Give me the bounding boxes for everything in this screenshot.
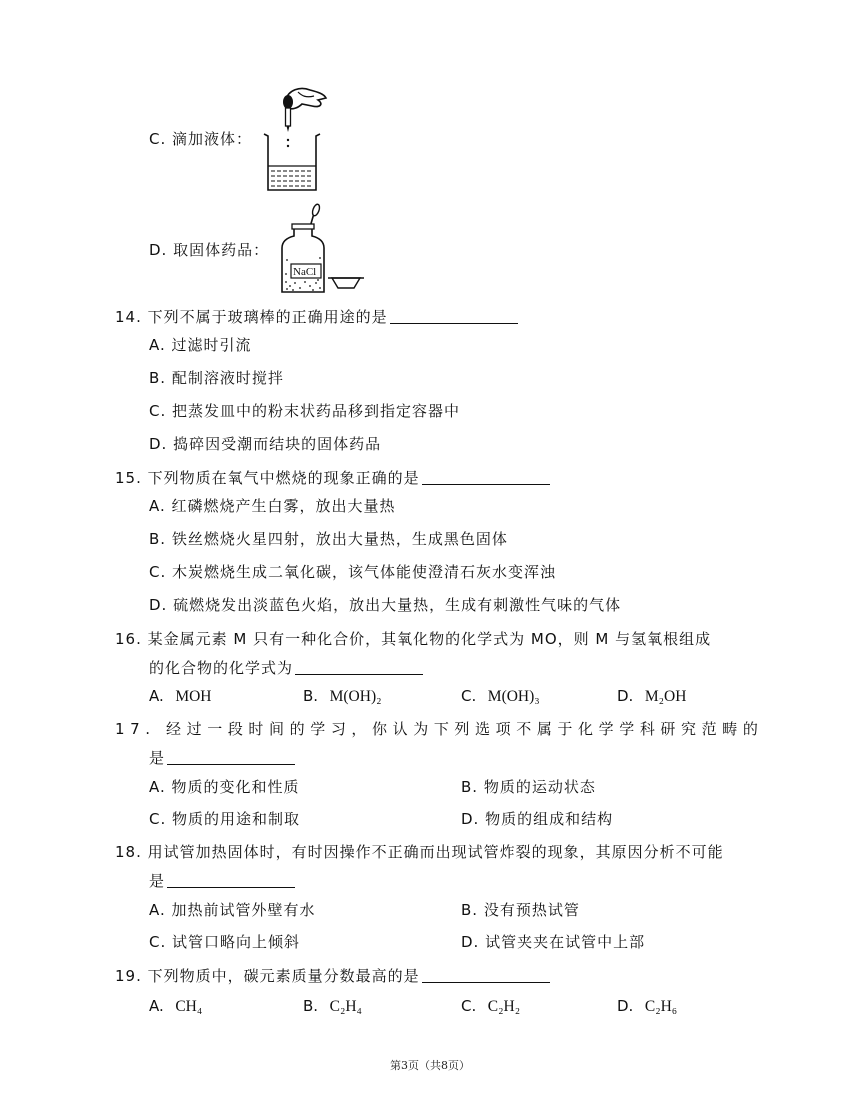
question-14-stem <box>115 307 518 327</box>
question-17-stem <box>115 719 763 739</box>
nacl-bottle-illustration <box>278 202 368 298</box>
question-number: 19. <box>115 967 142 985</box>
q16-option-c: C. M(OH)₃ <box>461 687 540 705</box>
q14-option-b: B. 配制溶液时搅拌 <box>149 369 284 387</box>
question-18-stem-cont <box>149 871 295 891</box>
question-text: 下列物质在氧气中燃烧的现象正确的是 <box>147 469 420 487</box>
q19-option-c: C. C₂H₂ <box>461 997 521 1015</box>
q19-option-a: A. CH₄ <box>149 997 203 1015</box>
q16-option-a: A. MOH <box>149 687 212 705</box>
question-16-stem <box>115 629 711 649</box>
q18-option-d: D. 试管夹夹在试管中上部 <box>461 933 646 951</box>
question-17-stem-cont <box>149 748 295 768</box>
q15-option-d: D. 硫燃烧发出淡蓝色火焰，放出大量热，生成有刺激性气味的气体 <box>149 596 622 614</box>
q17-option-c: C. 物质的用途和制取 <box>149 810 301 828</box>
q14-option-a: A. 过滤时引流 <box>149 336 252 354</box>
q17-option-d: D. 物质的组成和结构 <box>461 810 614 828</box>
question-text: 下列物质中，碳元素质量分数最高的是 <box>147 967 420 985</box>
question-15-stem <box>115 468 550 488</box>
q18-option-a: A. 加热前试管外壁有水 <box>149 901 316 919</box>
q14-option-c: C. 把蒸发皿中的粉末状药品移到指定容器中 <box>149 402 461 420</box>
q16-option-d: D. M₂OH <box>617 687 687 705</box>
q19-option-b: B. C₂H₄ <box>303 997 362 1015</box>
question-number: 14. <box>115 308 142 326</box>
answer-blank <box>167 871 295 888</box>
answer-blank <box>390 307 518 324</box>
q16-option-b: B. M(OH)₂ <box>303 687 382 705</box>
question-number: 15. <box>115 469 142 487</box>
q13-option-c: C. 滴加液体： <box>149 130 253 148</box>
question-16-stem-cont <box>149 658 423 678</box>
q15-option-a: A. 红磷燃烧产生白雾，放出大量热 <box>149 497 396 515</box>
q15-option-b: B. 铁丝燃烧火星四射，放出大量热，生成黑色固体 <box>149 530 508 548</box>
nacl-label: NaCl <box>293 266 317 278</box>
question-19-stem <box>115 966 550 986</box>
answer-blank <box>422 966 550 983</box>
q18-option-c: C. 试管口略向上倾斜 <box>149 933 301 951</box>
question-text: 经过一段时间的学习，你认为下列选项不属于化学学科研究范畴的 <box>166 720 764 738</box>
question-text: 是 <box>149 872 166 890</box>
dropper-beaker-illustration <box>258 82 330 194</box>
q13-option-d: D. 取固体药品： <box>149 241 270 259</box>
question-number: 17. <box>115 720 156 738</box>
question-text: 的化合物的化学式为 <box>149 659 294 677</box>
q18-option-b: B. 没有预热试管 <box>461 901 580 919</box>
q17-option-a: A. 物质的变化和性质 <box>149 778 300 796</box>
q17-option-b: B. 物质的运动状态 <box>461 778 596 796</box>
question-text: 某金属元素 M 只有一种化合价，其氧化物的化学式为 MO，则 M 与氢氧根组成 <box>147 630 712 648</box>
answer-blank <box>295 658 423 675</box>
question-text: 用试管加热固体时，有时因操作不正确而出现试管炸裂的现象，其原因分析不可能 <box>147 843 724 861</box>
q15-option-c: C. 木炭燃烧生成二氧化碳，该气体能使澄清石灰水变浑浊 <box>149 563 557 581</box>
q19-option-d: D. C₂H₆ <box>617 997 678 1015</box>
question-number: 16. <box>115 630 142 648</box>
answer-blank <box>167 748 295 765</box>
q14-option-d: D. 捣碎因受潮而结块的固体药品 <box>149 435 382 453</box>
question-18-stem <box>115 842 724 862</box>
question-text: 下列不属于玻璃棒的正确用途的是 <box>147 308 388 326</box>
page-footer: 第3页（共8页） <box>390 1059 470 1072</box>
answer-blank <box>422 468 550 485</box>
question-number: 18. <box>115 843 142 861</box>
question-text: 是 <box>149 749 166 767</box>
